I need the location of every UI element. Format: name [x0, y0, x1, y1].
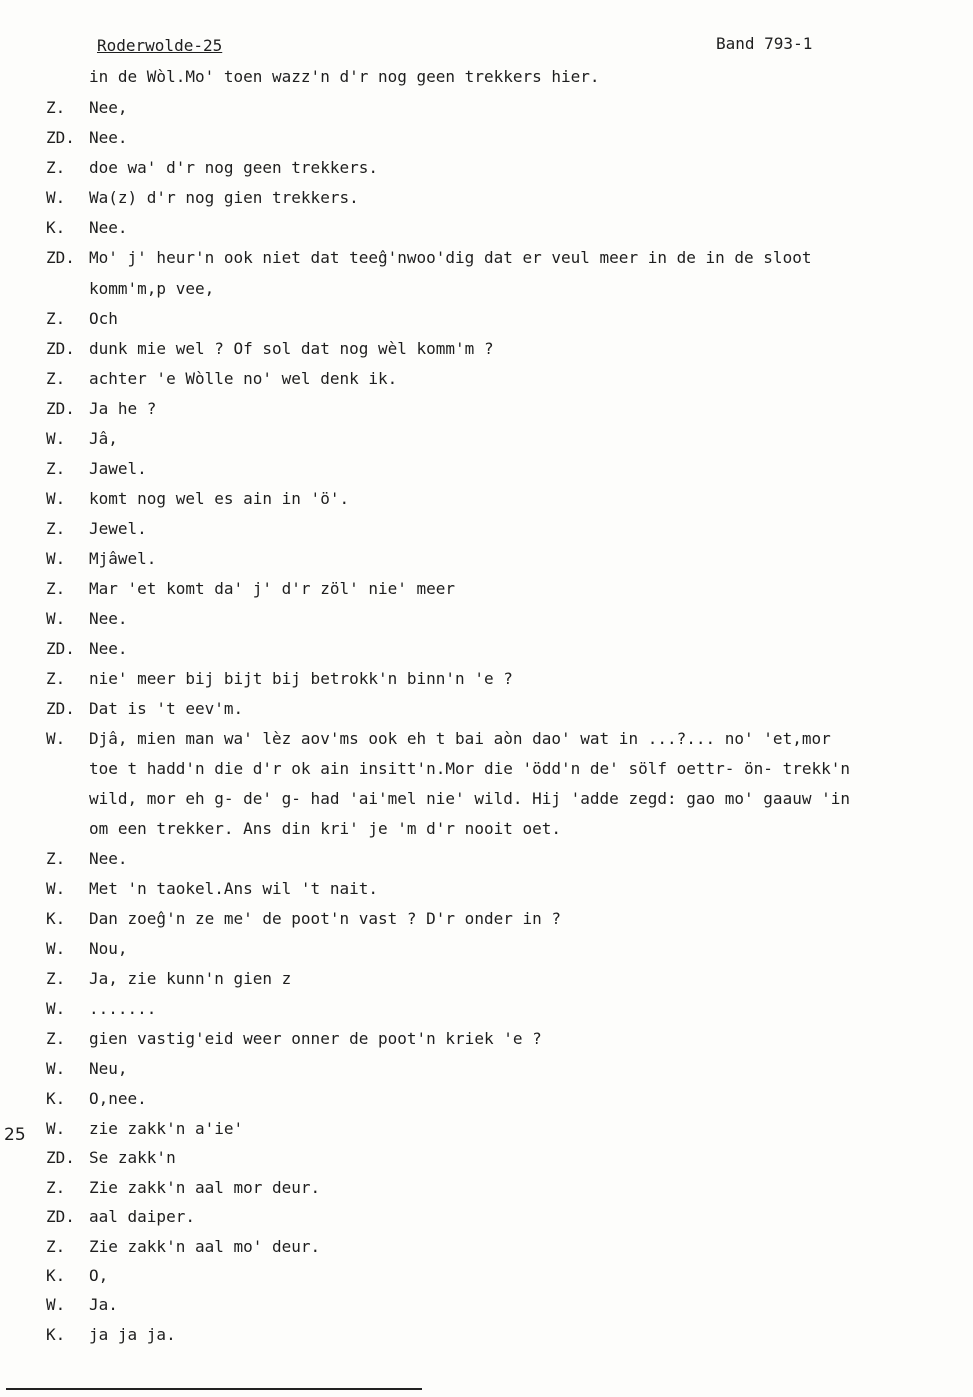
speaker-label: W.	[46, 1295, 66, 1314]
speaker-label: W.	[46, 999, 66, 1018]
speaker-label: Z.	[46, 1237, 66, 1256]
speaker-label: Z.	[46, 1029, 66, 1048]
utterance-text: Nee.	[89, 849, 128, 868]
speaker-label: K.	[46, 218, 66, 237]
utterance-text: om een trekker. Ans din kri' je 'm d'r nooit oet.	[89, 819, 562, 838]
utterance-text: aal daiper.	[89, 1207, 195, 1226]
utterance-text: ja ja ja.	[89, 1325, 176, 1344]
utterance-text: Jewel.	[89, 519, 147, 538]
speaker-label: K.	[46, 909, 66, 928]
utterance-text: Zie zakk'n aal mo' deur.	[89, 1237, 321, 1256]
utterance-text: Nee.	[89, 639, 128, 658]
utterance-text: .......	[89, 999, 157, 1018]
utterance-text: Neu,	[89, 1059, 128, 1078]
utterance-text: Djâ, mien man wa' lèz aov'ms ook eh t bai aòn dao' wat in ...?... no' 'et,mor	[89, 729, 831, 748]
utterance-text: komt nog wel es ain in 'ö'.	[89, 489, 350, 508]
speaker-label: W.	[46, 879, 66, 898]
speaker-label: W.	[46, 609, 66, 628]
utterance-text: Met 'n taokel.Ans wil 't nait.	[89, 879, 378, 898]
speaker-label: ZD.	[46, 128, 75, 147]
utterance-text: Nee.	[89, 218, 128, 237]
speaker-label: Z.	[46, 969, 66, 988]
speaker-label: ZD.	[46, 339, 75, 358]
utterance-text: Mjâwel.	[89, 549, 157, 568]
speaker-label: W.	[46, 729, 66, 748]
utterance-text: gien vastig'eid weer onner de poot'n kriek 'e ?	[89, 1029, 542, 1048]
utterance-text: Nee.	[89, 609, 128, 628]
utterance-text: Ja.	[89, 1295, 118, 1314]
speaker-label: K.	[46, 1325, 66, 1344]
utterance-text: achter 'e Wòlle no' wel denk ik.	[89, 369, 398, 388]
utterance-text: dunk mie wel ? Of sol dat nog wèl komm'm ?	[89, 339, 494, 358]
margin-note: 25	[4, 1125, 26, 1145]
speaker-label: ZD.	[46, 1148, 75, 1167]
speaker-label: K.	[46, 1266, 66, 1285]
speaker-label: W.	[46, 1059, 66, 1078]
speaker-label: Z.	[46, 369, 66, 388]
speaker-label: ZD.	[46, 699, 75, 718]
speaker-label: Z.	[46, 98, 66, 117]
speaker-label: Z.	[46, 519, 66, 538]
utterance-text: komm'm,p vee,	[89, 279, 215, 298]
utterance-text: Se zakk'n	[89, 1148, 176, 1167]
utterance-text: Mar 'et komt da' j' d'r zöl' nie' meer	[89, 579, 456, 598]
utterance-text: Ja he ?	[89, 399, 157, 418]
utterance-text: Nou,	[89, 939, 128, 958]
speaker-label: K.	[46, 1089, 66, 1108]
utterance-text: wild, mor eh g- de' g- had 'ai'mel nie' wild. Hij 'adde zegd: gao mo' gaauw 'in	[89, 789, 850, 808]
utterance-text: Jawel.	[89, 459, 147, 478]
utterance-text: Ja, zie kunn'n gien z	[89, 969, 292, 988]
speaker-label: W.	[46, 188, 66, 207]
speaker-label: ZD.	[46, 1207, 75, 1226]
utterance-text: toe t hadd'n die d'r ok ain insitt'n.Mor die 'ödd'n de' sölf oettr- ön- trekk'n	[89, 759, 850, 778]
speaker-label: Z.	[46, 1178, 66, 1197]
speaker-label: Z.	[46, 309, 66, 328]
utterance-text: O,nee.	[89, 1089, 147, 1108]
speaker-label: Z.	[46, 849, 66, 868]
speaker-label: W.	[46, 489, 66, 508]
speaker-label: Z.	[46, 459, 66, 478]
band-number: Band 793-1	[716, 34, 813, 53]
utterance-text: Nee.	[89, 128, 128, 147]
utterance-text: nie' meer bij bijt bij betrokk'n binn'n 'e ?	[89, 669, 513, 688]
speaker-label: ZD.	[46, 248, 75, 267]
speaker-label: W.	[46, 549, 66, 568]
utterance-text: Mo' j' heur'n ook niet dat teeĝ'nwoo'dig dat er veul meer in de in de sloot	[89, 248, 812, 267]
utterance-text: in de Wòl.Mo' toen wazz'n d'r nog geen trekkers hier.	[89, 67, 600, 86]
speaker-label: W.	[46, 939, 66, 958]
speaker-label: W.	[46, 429, 66, 448]
utterance-text: Och	[89, 309, 118, 328]
speaker-label: Z.	[46, 579, 66, 598]
utterance-text: Nee,	[89, 98, 128, 117]
speaker-label: ZD.	[46, 399, 75, 418]
utterance-text: Dan zoeĝ'n ze me' de poot'n vast ? D'r onder in ?	[89, 909, 562, 928]
utterance-text: Wa(z) d'r nog gien trekkers.	[89, 188, 359, 207]
utterance-text: O,	[89, 1266, 109, 1285]
speaker-label: Z.	[46, 158, 66, 177]
speaker-label: ZD.	[46, 639, 75, 658]
speaker-label: Z.	[46, 669, 66, 688]
speaker-label: W.	[46, 1119, 66, 1138]
bottom-rule	[6, 1388, 422, 1390]
utterance-text: Dat is 't eev'm.	[89, 699, 244, 718]
utterance-text: Zie zakk'n aal mor deur.	[89, 1178, 321, 1197]
utterance-text: zie zakk'n a'ie'	[89, 1119, 244, 1138]
utterance-text: Jâ,	[89, 429, 118, 448]
location-title: Roderwolde-25	[97, 36, 223, 55]
utterance-text: doe wa' d'r nog geen trekkers.	[89, 158, 378, 177]
